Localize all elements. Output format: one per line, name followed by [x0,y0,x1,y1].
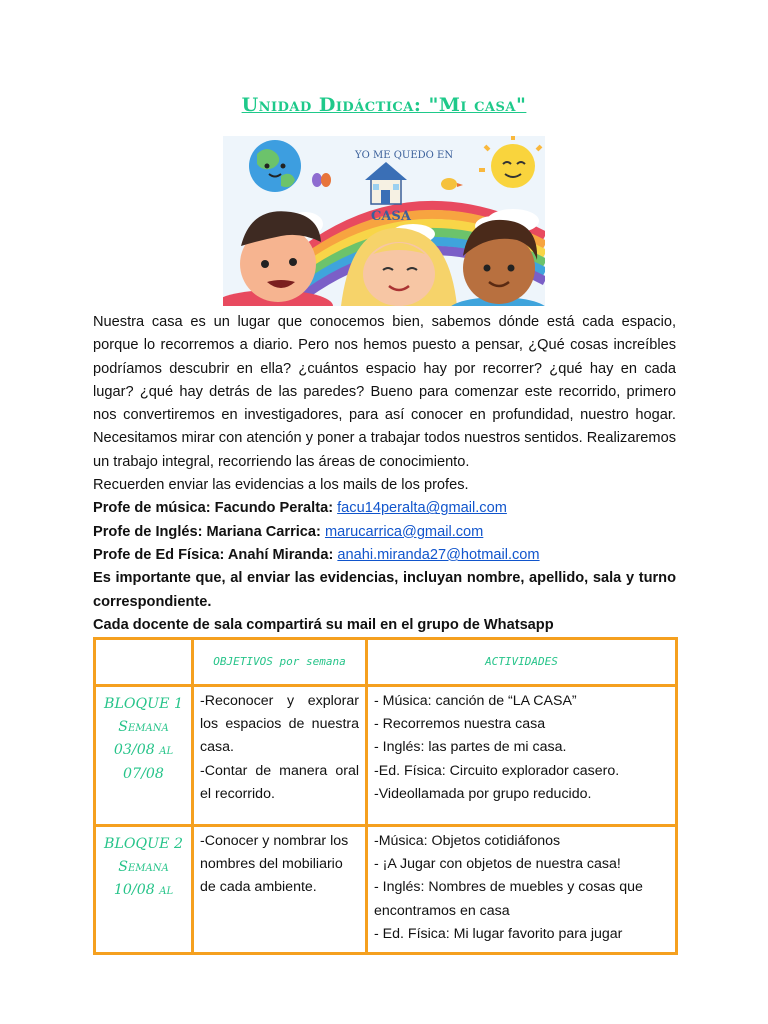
bloque-cell [95,686,193,826]
semana-label: Semana [118,719,169,736]
teacher-pe-email-link[interactable]: anahi.miranda27@hotmail.com [337,546,540,563]
teacher-music-email-link[interactable]: facu14peralta@gmail.com [337,500,507,517]
bloque-cell [95,826,193,954]
bloque-label: BLOQUE 1 [104,696,183,712]
objective-item: -Contar de manera oral el recorrido. [200,762,359,802]
hero-illustration [223,136,545,306]
objective-item: -Conocer y nombrar los nombres del mobiliario de cada ambiente. [200,833,349,896]
objective-item: -Reconocer y explorar los espacios de nuestra casa. [200,693,359,756]
date-range-start: 03/08 al [113,742,174,759]
activities-cell [367,826,677,954]
table-header-objectives: OBJETIVOS por semana [193,639,367,686]
activity-item: - Música: canción de “LA CASA” [374,693,577,709]
date-range-end: 07/08 [123,765,164,782]
teacher-pe [93,544,676,567]
objectives-cell [193,686,367,826]
table-row [95,826,677,954]
activities-cell [367,686,677,826]
activity-item: -Videollamada por grupo reducido. [374,785,592,802]
semana-label: Semana [118,859,169,876]
activity-item: -Ed. Física: Circuito explorador casero. [374,762,620,779]
important-note: Es importante que, al enviar las evidencias, incluyan nombre, apellido, sala y turno correspondiente. [93,570,676,610]
teacher-english [93,521,676,544]
table-header-empty [95,639,193,686]
activities-table [93,637,678,955]
body-text [93,311,676,637]
activity-item: - Recorremos nuestra casa [374,716,546,733]
activity-item: - Ed. Física: Mi lugar favorito para jugar [374,925,623,942]
banner-text-bottom: CASA [371,209,411,224]
reminder-text: Recuerden enviar las evidencias a los mails de los profes. [93,477,469,494]
teacher-english-label: Profe de Inglés: Mariana Carrica: [93,523,321,540]
activity-item: - Inglés: las partes de mi casa. [374,739,567,756]
table-header-activities: ACTIVIDADES [367,639,677,686]
whatsapp-note: Cada docente de sala compartirá su mail en el grupo de Whatsapp [93,616,554,633]
teacher-pe-label: Profe de Ed Física: Anahí Miranda: [93,546,334,563]
table-header-row [95,639,677,686]
activity-item: -Música: Objetos cotidiáfonos [374,833,561,849]
activity-item: - ¡A Jugar con objetos de nuestra casa! [374,856,621,873]
bloque-label: BLOQUE 2 [104,836,183,852]
activity-item: - Inglés: Nombres de muebles y cosas que encontramos en casa [374,879,643,919]
teacher-music-label: Profe de música: Facundo Peralta: [93,500,334,517]
teacher-music [93,497,676,520]
document-title: Unidad Didáctica: "Mi casa" [241,94,527,116]
intro-paragraph: Nuestra casa es un lugar que conocemos bien, sabemos dónde está cada espacio, porque lo recorremos a diario. Pero nos hemos puesto a pensar, ¿Qué cosas increíbles podríamos descubrir en ella? ¿cuántos espacio hay por recorrer? ¿qué hay en cada lugar? ¿qué hay detrás de las paredes? Bueno para comenzar este recorrido, primero nos convertiremos en investigadores, para así conocer en profundidad, nuestro hogar. Necesitamos mirar con atención y poner a trabajar todos nuestros sentidos. Realizaremos un trabajo integral, recorriendo las áreas de conocimiento. [93,314,676,470]
teacher-english-email-link[interactable]: marucarrica@gmail.com [324,523,484,540]
objectives-cell [193,826,367,954]
banner-text-top: YO ME QUEDO EN [355,150,454,161]
table-row [95,686,677,826]
date-range-start: 10/08 al [113,882,174,899]
earth-icon [249,140,301,192]
